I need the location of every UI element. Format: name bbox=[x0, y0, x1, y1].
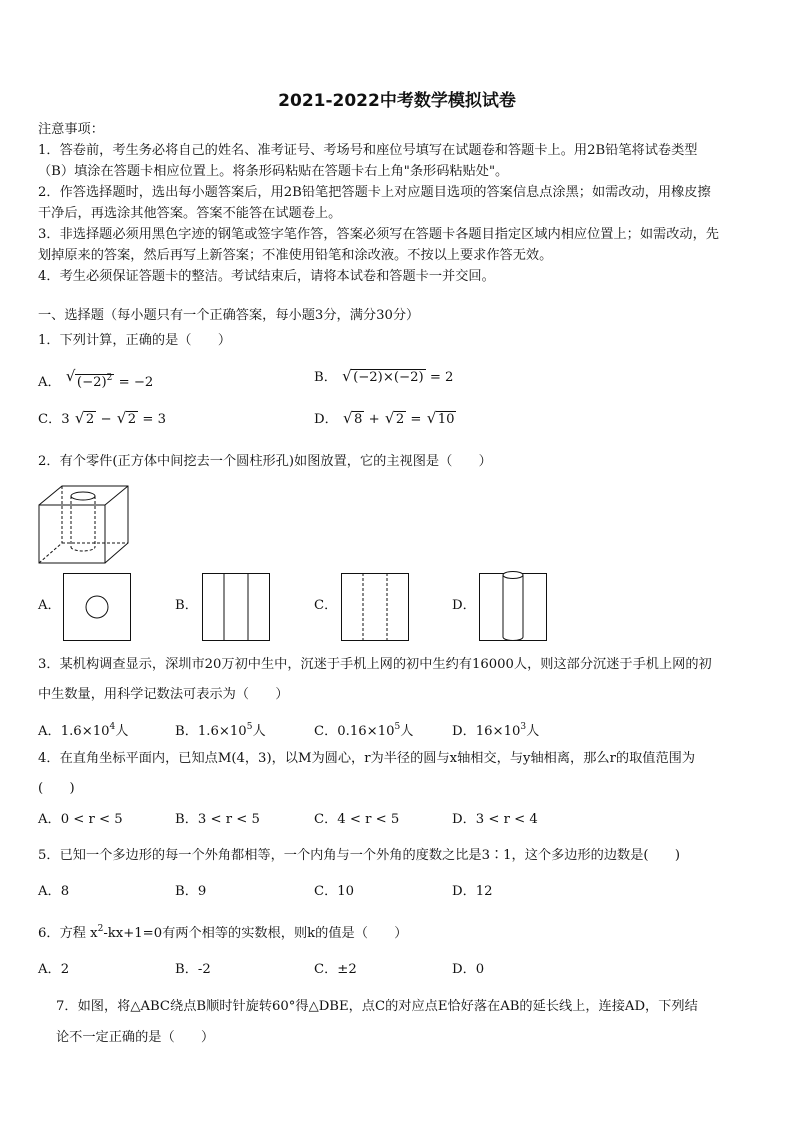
radical: √ (−2)×(−2) bbox=[342, 367, 424, 385]
q2-option-a-figure[interactable] bbox=[63, 573, 131, 641]
q6-option-a[interactable]: A．2 bbox=[38, 962, 70, 977]
exam-title: 2021-2022中考数学模拟试卷 bbox=[278, 91, 516, 111]
q7-stem-line-2: 论不一定正确的是（ ） bbox=[56, 1030, 215, 1045]
cube-with-hole-figure bbox=[38, 485, 130, 565]
radical: √ 2 bbox=[384, 409, 405, 427]
q6-option-b[interactable]: B．-2 bbox=[175, 962, 211, 977]
notice-line-5: 3．非选择题必须用黑色字迹的钢笔或签字笔作答，答案必须写在答题卡各题目指定区域内相应位置上；如需改动，先 bbox=[38, 227, 719, 242]
q4-stem-line-2: ( ) bbox=[38, 781, 75, 796]
q2-option-c-label[interactable]: C． bbox=[314, 598, 338, 613]
q5-stem: 5．已知一个多边形的每一个外角都相等，一个内角与一个外角的度数之比是3∶1，这个多边形的边数是( ) bbox=[38, 848, 681, 863]
radical: √ 2 bbox=[74, 409, 95, 427]
radical: √ 10 bbox=[426, 409, 455, 427]
q3-option-a[interactable]: A．$1.6\times 10^4$人 bbox=[38, 722, 129, 739]
q4-option-a[interactable]: A．0 < r < 5 bbox=[38, 812, 123, 827]
q3-option-d[interactable]: D．$16\times 10^3$人 bbox=[452, 722, 540, 739]
section-heading: 一、选择题（每小题只有一个正确答案，每小题3分，满分30分） bbox=[38, 308, 420, 323]
q3-option-c[interactable]: C．$0.16\times 10^5$人 bbox=[314, 722, 414, 739]
q1-option-a[interactable]: A． √ $(-2)^2 = -2$ bbox=[38, 368, 153, 393]
q2-option-a-label[interactable]: A． bbox=[38, 598, 61, 613]
q3-option-b[interactable]: B．$1.6\times 10^5$人 bbox=[175, 722, 266, 739]
q4-option-d[interactable]: D．3 < r < 4 bbox=[452, 812, 538, 827]
notice-line-4: 干净后，再选涂其他答案。答案不能答在试题卷上。 bbox=[38, 206, 342, 221]
q1-option-d[interactable]: D． √ 8 + √ 2 = √ 10 bbox=[314, 410, 456, 430]
q2-option-b-figure[interactable] bbox=[202, 573, 270, 641]
q5-option-d[interactable]: D．12 bbox=[452, 884, 493, 899]
q5-option-a[interactable]: A．8 bbox=[38, 884, 70, 899]
q3-stem-line-2: 中生数量，用科学记数法可表示为（ ） bbox=[38, 687, 289, 702]
notice-line-3: 2．作答选择题时，选出每小题答案后，用2B铅笔把答题卡上对应题目选项的答案信息点涂黑；如需改动，用橡皮擦 bbox=[38, 185, 711, 200]
q6-option-c[interactable]: C．±2 bbox=[314, 962, 357, 977]
radical: √ 2 bbox=[116, 409, 137, 427]
notice-heading: 注意事项： bbox=[38, 122, 104, 137]
q3-stem-line-1: 3．某机构调查显示，深圳市20万初中生中，沉迷于手机上网的初中生约有16000人，则这部分沉迷于手机上网的初 bbox=[38, 657, 712, 672]
notice-line-2: （B）填涂在答题卡相应位置上。将条形码粘贴在答题卡右上角"条形码粘贴处"。 bbox=[38, 164, 509, 179]
q2-option-c-figure[interactable] bbox=[341, 573, 409, 641]
q5-option-b[interactable]: B．9 bbox=[175, 884, 207, 899]
radical: √ 8 bbox=[342, 409, 363, 427]
q1-option-b[interactable]: B． √ (−2)×(−2) = 2 bbox=[314, 368, 453, 388]
notice-line-6: 划掉原来的答案，然后再写上新答案；不准使用铅笔和涂改液。不按以上要求作答无效。 bbox=[38, 248, 553, 263]
q1-option-c[interactable]: C．3 √ 2 − √ 2 = 3 bbox=[38, 410, 166, 430]
q6-option-d[interactable]: D．0 bbox=[452, 962, 485, 977]
q2-option-d-label[interactable]: D． bbox=[452, 598, 476, 613]
q2-option-d-figure[interactable] bbox=[479, 570, 547, 642]
q7-stem-line-1: 7．如图，将△ABC绕点B顺时针旋转60°得△DBE，点C的对应点E恰好落在AB的延长线上，连接AD，下列结 bbox=[56, 999, 698, 1014]
q4-option-c[interactable]: C．4 < r < 5 bbox=[314, 812, 400, 827]
q2-stem: 2．有个零件(正方体中间挖去一个圆柱形孔)如图放置，它的主视图是（ ） bbox=[38, 454, 492, 469]
q4-stem-line-1: 4．在直角坐标平面内，已知点M(4，3)，以M为圆心，r为半径的圆与x轴相交，与y轴相离，那么r的取值范围为 bbox=[38, 751, 696, 766]
q6-stem: 6．方程 $x^2-kx+1=0$有两个相等的实数根，则k的值是（ ） bbox=[38, 924, 408, 941]
q5-option-c[interactable]: C．10 bbox=[314, 884, 355, 899]
q1-stem: 1．下列计算，正确的是（ ） bbox=[38, 333, 232, 348]
notice-line-7: 4．考生必须保证答题卡的整洁。考试结束后，请将本试卷和答题卡一并交回。 bbox=[38, 269, 495, 284]
q2-option-b-label[interactable]: B． bbox=[175, 598, 198, 613]
notice-line-1: 1．答卷前，考生务必将自己的姓名、准考证号、考场号和座位号填写在试题卷和答题卡上。用2B铅笔将试卷类型 bbox=[38, 143, 698, 158]
radical: √ $(-2)^2$ bbox=[65, 367, 113, 390]
q4-option-b[interactable]: B．3 < r < 5 bbox=[175, 812, 260, 827]
